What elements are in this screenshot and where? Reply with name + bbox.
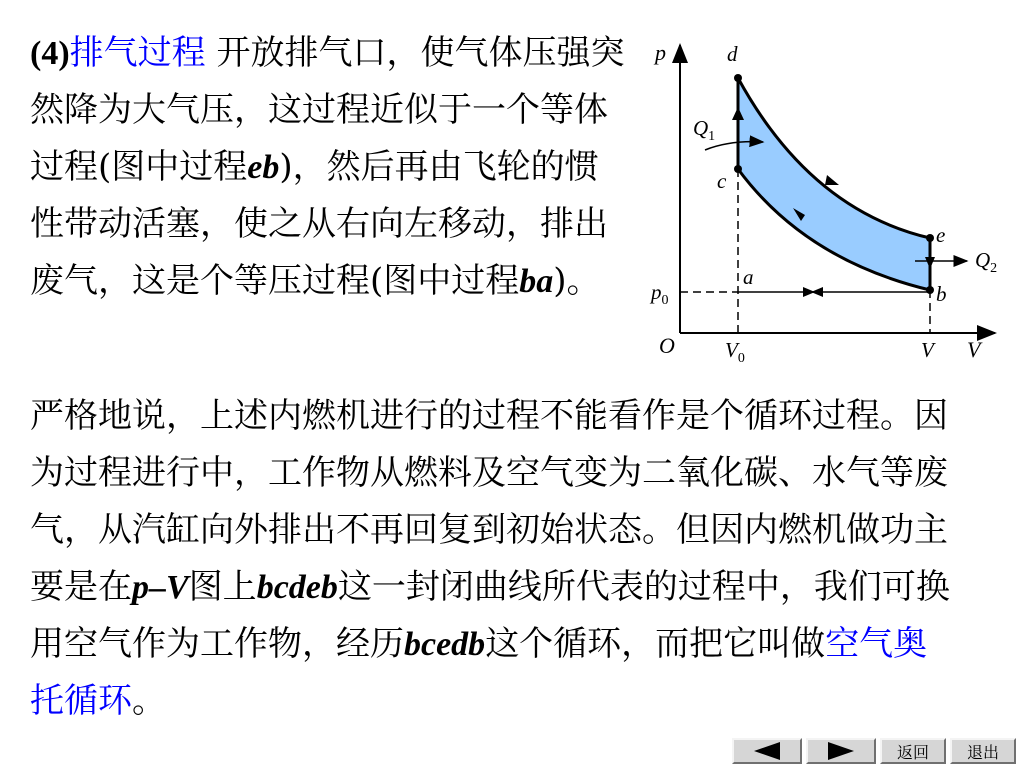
point-e: [926, 234, 934, 242]
point-d: [734, 74, 742, 82]
origin-label: O: [659, 333, 675, 358]
p0-sub: 0: [661, 293, 669, 308]
back-button[interactable]: 返回: [880, 738, 946, 764]
para1-text-b: )，然后再由飞轮的惯性带动活塞，使之从右向左移动，排出废气，这是个等压过程(图中过程: [30, 147, 608, 301]
pv-diagram: [645, 35, 1007, 370]
p0-label: [649, 280, 669, 308]
v0-label: [725, 338, 745, 366]
q2-label: [975, 248, 997, 276]
para2-text-e: 。: [132, 681, 166, 721]
otto-cycle-highlight: 空气奥托循环: [30, 624, 928, 721]
arrow-right-icon: [828, 742, 854, 760]
paragraph-exhaust-process: [30, 25, 630, 310]
para2-text-d: 这个循环，而把它叫做: [485, 624, 826, 664]
para2-em-pv: p–V: [132, 569, 189, 606]
para2-text-a: 严格地说，上述内燃机进行的过程不能看作是个循环过程。因为过程进行中，工作物从燃料及空气变为二氧化碳、水气等废气，从汽缸向外排出不再回复到初始状态。但因内燃机做功主要是在: [30, 396, 948, 607]
paragraph-otto-cycle: [30, 388, 960, 730]
para2-em-bcedb: bcedb: [404, 626, 486, 663]
point-b-label: b: [936, 282, 947, 306]
point-e-label: e: [936, 223, 946, 247]
arrow-left-icon: [754, 742, 780, 760]
v0-sub: 0: [737, 351, 745, 366]
para1-em-eb: eb: [247, 149, 280, 186]
prev-slide-button[interactable]: [732, 738, 802, 764]
exit-button[interactable]: 退出: [950, 738, 1016, 764]
slide-navigation: [732, 738, 1016, 764]
point-b: [926, 286, 934, 294]
q2-main: Q: [975, 248, 991, 272]
q1-main: Q: [693, 116, 709, 140]
axis-v-label: V: [967, 337, 981, 362]
next-slide-button[interactable]: [806, 738, 876, 764]
axis-p-label: p: [655, 40, 666, 65]
q1-sub: 1: [708, 129, 716, 144]
q1-label: [693, 116, 715, 144]
section-label: (4): [30, 35, 70, 72]
para1-text-a: 开放排气口，使气体压强突然降为大气压，这过程近似于一个等体过程(图中过程: [30, 33, 625, 187]
q2-sub: 2: [990, 261, 998, 276]
section-heading: 排气过程: [69, 33, 206, 73]
point-c: [734, 165, 742, 173]
v0-main: V: [725, 338, 738, 362]
point-a-label: a: [743, 265, 754, 289]
point-d-label: d: [727, 42, 738, 66]
para2-text-b: 图上: [188, 567, 257, 607]
p0-main: p: [651, 280, 662, 304]
arrow-de-down: [825, 175, 839, 185]
point-c-label: c: [717, 169, 727, 193]
para2-text-c: 这一封闭曲线所代表的过程中，我们可换用空气作为工作物，经历: [30, 567, 950, 664]
v-tick-label: V: [921, 338, 934, 362]
arrow-ba-left: [811, 287, 823, 297]
para1-em-ba: ba: [519, 263, 554, 300]
para2-em-bcdeb: bcdeb: [256, 569, 338, 606]
para1-text-c: )。: [553, 261, 601, 301]
